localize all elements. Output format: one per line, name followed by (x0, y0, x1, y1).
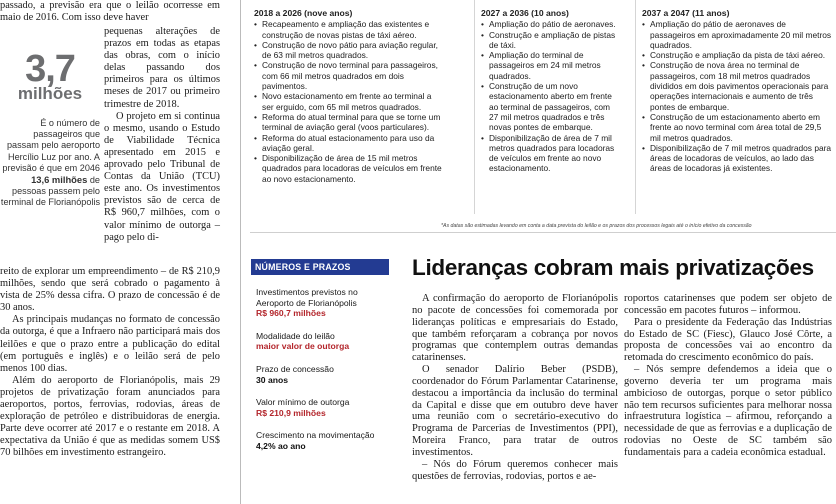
paragraph: reito de explorar um empreendimento – de R$ 210,9 milhões, sendo que será cobrado o pagamento à vista de 25% dessa cifra. O prazo de concessão é de 30 anos. (0, 266, 220, 314)
timeline-item: • Construção de nova área no terminal de passageiros, com 18 mil metros quadrados divididos em dois pavimentos operacionais para operações internacionais e aumento de três pontes de embarque. (642, 60, 832, 111)
numbers-item (251, 287, 389, 319)
paragraph: O senador Dalírio Beber (PSDB), coordenador do Fórum Parlamentar Catarinense, destacou a importância da inclusão do terminal da Capital e disse que em outubro deve haver uma reunião com o secretário-executivo do Programa de Parcerias de Investimentos (PPI), Moreira Franco, para tratar de outros investimentos. (412, 364, 618, 458)
stat-callout (0, 50, 100, 209)
timeline-column-3 (642, 0, 832, 174)
left-column (0, 0, 222, 504)
section-divider (250, 232, 836, 233)
timeline-item: • Construção de novo terminal para passageiros, com 66 mil metros quadrados em dois pavimentos. (254, 60, 444, 91)
numbers-item-value: 4,2% ao ano (256, 440, 306, 451)
column-divider (240, 0, 241, 504)
timeline-divider (474, 0, 475, 214)
paragraph: O projeto em si continua o mesmo, usando o Estudo de Viabilidade Técnica apresentado em 2015 e aprovado pelo Tribunal de Contas da União (TCU) este ano. Os investimentos previstos são de cerca de R$ 960,7 milhões, com o valor mínimo de outorga – pago pelo di- (104, 110, 220, 243)
paragraph: pequenas alterações de prazos em todas as etapas das obras, com o início delas passando dos primeiros para os últimos meses de 2017 ou primeiro trimestre de 2018. (104, 26, 220, 110)
timeline-footnote: *As datas são estimadas levando em conta a data prevista do leilão e os prazos dos processos legais até o início efetivo da concessão (441, 223, 752, 229)
timeline-item: • Ampliação do pátio de aeronaves de passageiros em aproximadamente 20 mil metros quadrados. (642, 19, 832, 50)
numbers-item-label: Prazo de concessão (256, 363, 334, 374)
timeline-heading: 2027 a 2036 (10 anos) (481, 8, 569, 18)
timeline-item: • Disponibilização de área de 7 mil metros quadrados para locadoras de veículos em frente ao novo estacionamento. (481, 133, 617, 174)
paragraph: Além do aeroporto de Florianópolis, mais 29 projetos de privatização foram anunciados para aeroportos, portos, ferrovias, rodovias, áreas de exploração de petróleo e distribuidoras de energia. Parte deve ocorrer até 2017 e o restante em 2018. A expectativa da União é que as medidas somem US$ 70 bilhões em investimento estrangeiro. (0, 374, 220, 459)
numbers-item-label: Crescimento na movimentação (256, 430, 375, 441)
numbers-item (251, 430, 389, 451)
article-intro-text: passado, a previsão era que o leilão ocorresse em maio de 2016. Com isso deve haver (0, 0, 220, 24)
timeline-item: • Disponibilização de 7 mil metros quadrados para áreas de locadoras de veículos, ao lado das áreas de locadoras já existentes. (642, 143, 832, 174)
timeline-item: • Ampliação do terminal de passageiros em 24 mil metros quadrados. (481, 50, 617, 81)
stat-caption-part-1: É o número de passageiros que passam pelo aeroporto Hercílio Luz por ano. A previsão é que em 2046 (2, 118, 100, 173)
numbers-item (251, 364, 389, 385)
paragraph: – Nós sempre defendemos a ideia que o governo deveria ter um programa mais ambicioso de outorgas, porque o setor público não tem recursos suficientes para melhorar nossa infraestrutura logística – afirmou, reforçando a necessidade de que as ferrovias e a duplicação de rodovias no Oeste de SC também são fundamentais para a cadeia econômica estadual. (624, 364, 832, 458)
paragraph: roportos catarinenses que podem ser objeto de concessão em pacotes futuros – informou. (624, 293, 832, 316)
wrapped-text-block (104, 26, 220, 244)
timeline-table (250, 0, 836, 232)
full-width-text-block (0, 266, 220, 460)
timeline-item: • Construção e ampliação de pistas de táxi. (481, 30, 617, 51)
timeline-column-1 (254, 0, 444, 184)
timeline-item: • Novo estacionamento em frente ao terminal a ser erguido, com 65 mil metros quadrados. (254, 91, 444, 112)
timeline-item: • Recapeamento e ampliação das existentes e construção de novas pistas de táxi aéreo. (254, 19, 444, 40)
timeline-item: • Reforma do atual terminal para que se torne um terminal de aviação geral (voos particulares). (254, 112, 444, 133)
numbers-item-value: R$ 960,7 milhões (256, 308, 326, 319)
numbers-item-label: Investimentos previstos no Aeroporto de Florianópolis (256, 287, 358, 308)
numbers-box-header: NÚMEROS E PRAZOS (251, 259, 389, 275)
numbers-item (251, 397, 389, 418)
timeline-divider (635, 0, 636, 214)
numbers-item-label: Modalidade do leilão (256, 330, 335, 341)
article-column-2 (624, 293, 832, 459)
stat-unit: milhões (17, 84, 83, 103)
numbers-box (251, 259, 389, 452)
timeline-item: • Construção de um estacionamento aberto em frente ao novo terminal com área total de 29,5 mil metros quadrados. (642, 112, 832, 143)
paragraph: A confirmação do aeroporto de Florianópolis no pacote de concessões foi comemorada por lideranças políticas e empresariais do Estado, que também reforçaram a cobrança por novos programas que contemplem outras demandas catarinenses. (412, 293, 618, 364)
paragraph: Para o presidente da Federação das Indústrias do Estado de SC (Fiesc), Glauco José Côrte, a proposta de concessões vai ao encontro da retomada do crescimento econômico do país. (624, 316, 832, 364)
timeline-item: • Reforma do atual estacionamento para uso da aviação geral. (254, 133, 444, 154)
stat-caption-strong: 13,6 milhões (31, 174, 88, 186)
stat-number: 3,7 (25, 48, 75, 90)
numbers-item (251, 331, 389, 352)
numbers-item-value: R$ 210,9 milhões (256, 407, 326, 418)
timeline-heading: 2018 a 2026 (nove anos) (254, 8, 353, 18)
numbers-item-value: maior valor de outorga (256, 341, 350, 352)
timeline-heading: 2037 a 2047 (11 anos) (642, 8, 730, 18)
timeline-item: • Disponibilização de área de 15 mil metros quadrados para locadoras de veículos em frente ao novo estacionamento. (254, 153, 444, 184)
timeline-item: • Construção de novo pátio para aviação regular, de 63 mil metros quadrados. (254, 40, 444, 61)
numbers-item-value: 30 anos (256, 374, 289, 385)
timeline-column-2 (481, 0, 617, 174)
stat-caption-part-2: de pessoas passem pelo terminal de Florianópolis (0, 175, 100, 208)
paragraph: As principais mudanças no formato de concessão da outorga, é que a Infraero não participará mais dos leilões e que o prazo entre a publicação do edital (em português e inglês) e o leilão será de pelo menos 100 dias. (0, 314, 220, 374)
stat-caption (0, 118, 100, 209)
numbers-item-label: Valor mínimo de outorga (256, 397, 350, 408)
timeline-item: • Construção de um novo estacionamento aberto em frente ao terminal de passageiros, com 27 mil metros quadrados e três novas pontes de embarque. (481, 81, 617, 132)
timeline-item: • Construção e ampliação da pista de táxi aéreo. (642, 50, 832, 60)
article-column-1 (412, 293, 618, 483)
paragraph: – Nós do Fórum queremos conhecer mais questões de ferrovias, rodovias, portos e ae- (412, 458, 618, 482)
article-headline: Lideranças cobram mais privatizações (412, 255, 814, 280)
timeline-item: • Ampliação do pátio de aeronaves. (481, 19, 617, 29)
